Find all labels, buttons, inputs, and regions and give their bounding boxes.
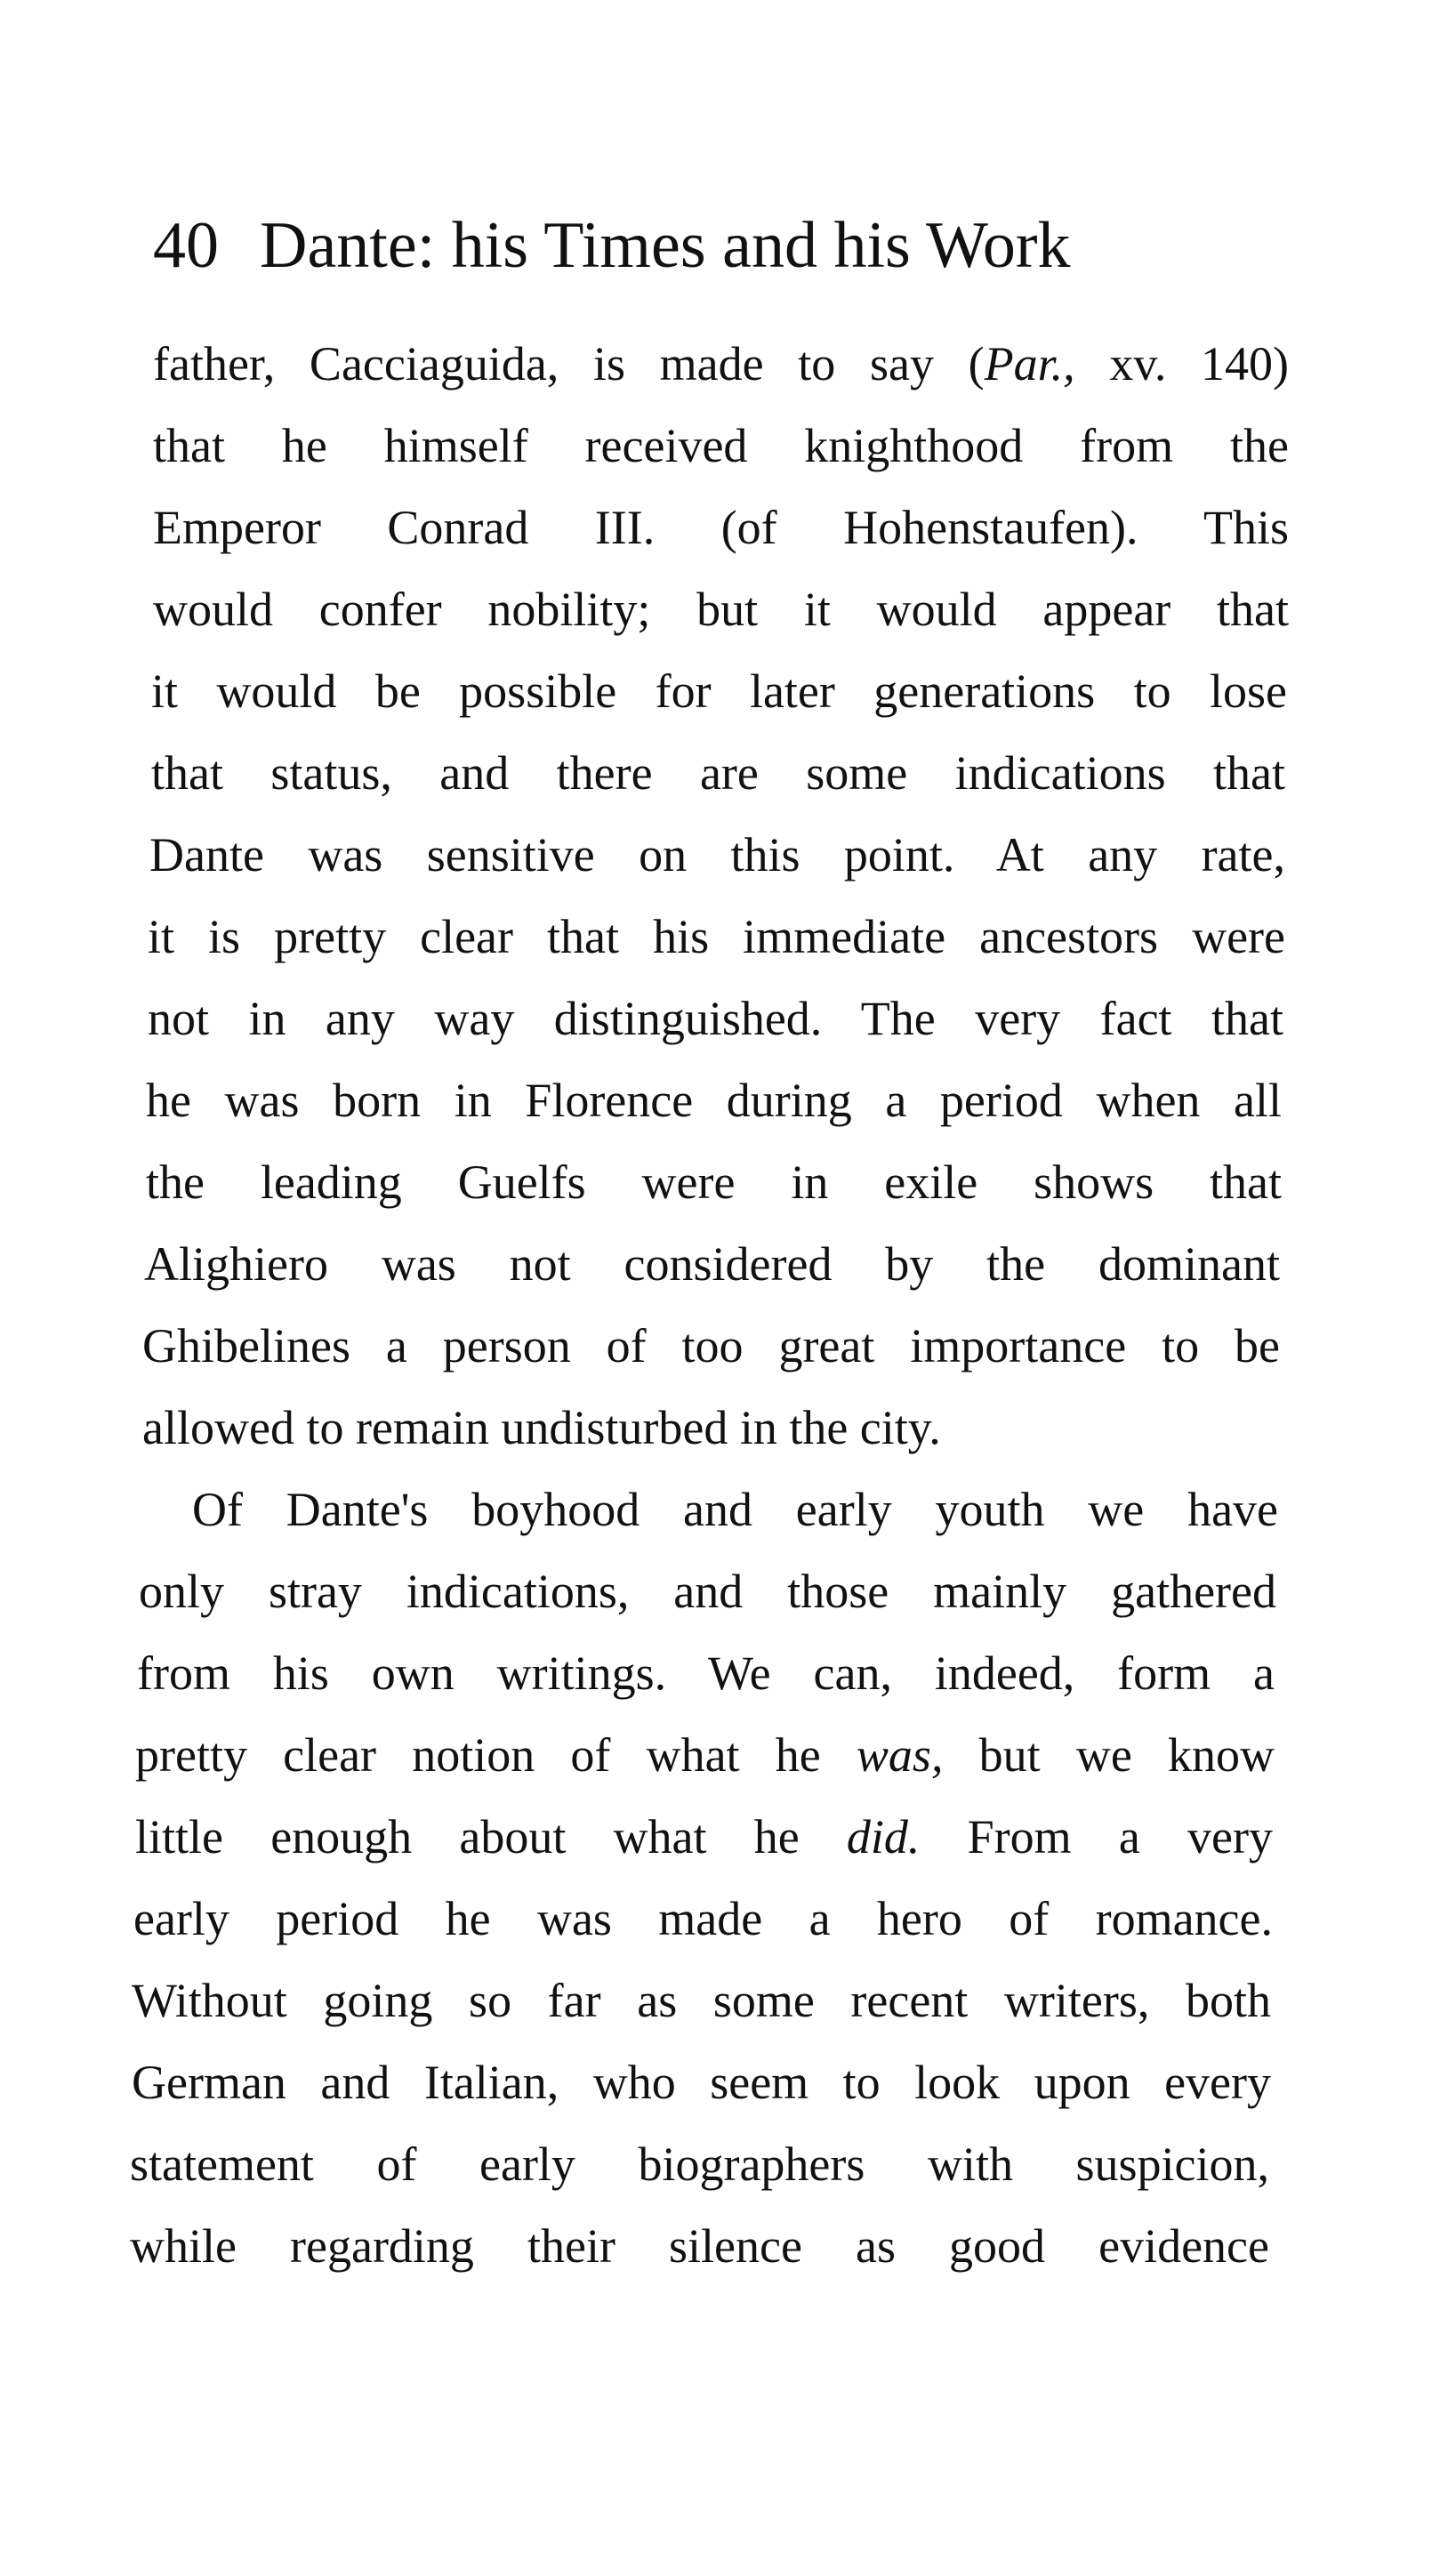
text-line-17: from his own writings. We can, indeed, form a <box>137 1646 1275 1700</box>
text-line-6: that status, and there are some indications that <box>151 746 1285 800</box>
text-line-16: only stray indications, and those mainly gathered <box>139 1565 1276 1618</box>
text-line-12: Alighiero was not considered by the dominant <box>144 1237 1280 1291</box>
text-line-7: Dante was sensitive on this point. At any rate, <box>149 828 1285 881</box>
text-line-5: it would be possible for later generations to lose <box>151 664 1287 718</box>
text-line-15: Of Dante's boyhood and early youth we have <box>192 1483 1278 1536</box>
text-line-11: the leading Guelfs were in exile shows that <box>146 1155 1282 1209</box>
text-line-10: he was born in Florence during a period when all <box>146 1074 1282 1127</box>
text-line-1: father, Cacciaguida, is made to say (Par., xv. 140) <box>153 337 1289 390</box>
text-line-9: not in any way distinguished. The very fact that <box>148 992 1283 1045</box>
running-title: Dante: his Times and his Work <box>260 209 1071 282</box>
text-line-3: Emperor Conrad III. (of Hohenstaufen). This <box>153 501 1289 554</box>
text-line-18: pretty clear notion of what he was, but we know <box>135 1728 1275 1782</box>
text-line-20: early period he was made a hero of romance. <box>133 1892 1273 1945</box>
text-line-2: that he himself received knighthood from the <box>153 419 1289 472</box>
text-line-13: Ghibelines a person of too great importance to be <box>142 1319 1280 1373</box>
running-header <box>153 201 1309 290</box>
text-line-8: it is pretty clear that his immediate ancestors were <box>148 910 1285 963</box>
text-line-22: German and Italian, who seem to look upon every <box>132 2056 1271 2109</box>
text-line-21: Without going so far as some recent writers, both <box>132 1974 1271 2027</box>
page-number: 40 <box>153 209 219 282</box>
text-line-19: little enough about what he did. From a very <box>135 1810 1273 1864</box>
text-line-4: would confer nobility; but it would appear that <box>153 583 1289 636</box>
text-line-23: statement of early biographers with suspicion, <box>130 2137 1269 2191</box>
text-line-24: while regarding their silence as good evidence <box>130 2219 1269 2273</box>
text-line-14: allowed to remain undisturbed in the city. <box>142 1401 941 1454</box>
